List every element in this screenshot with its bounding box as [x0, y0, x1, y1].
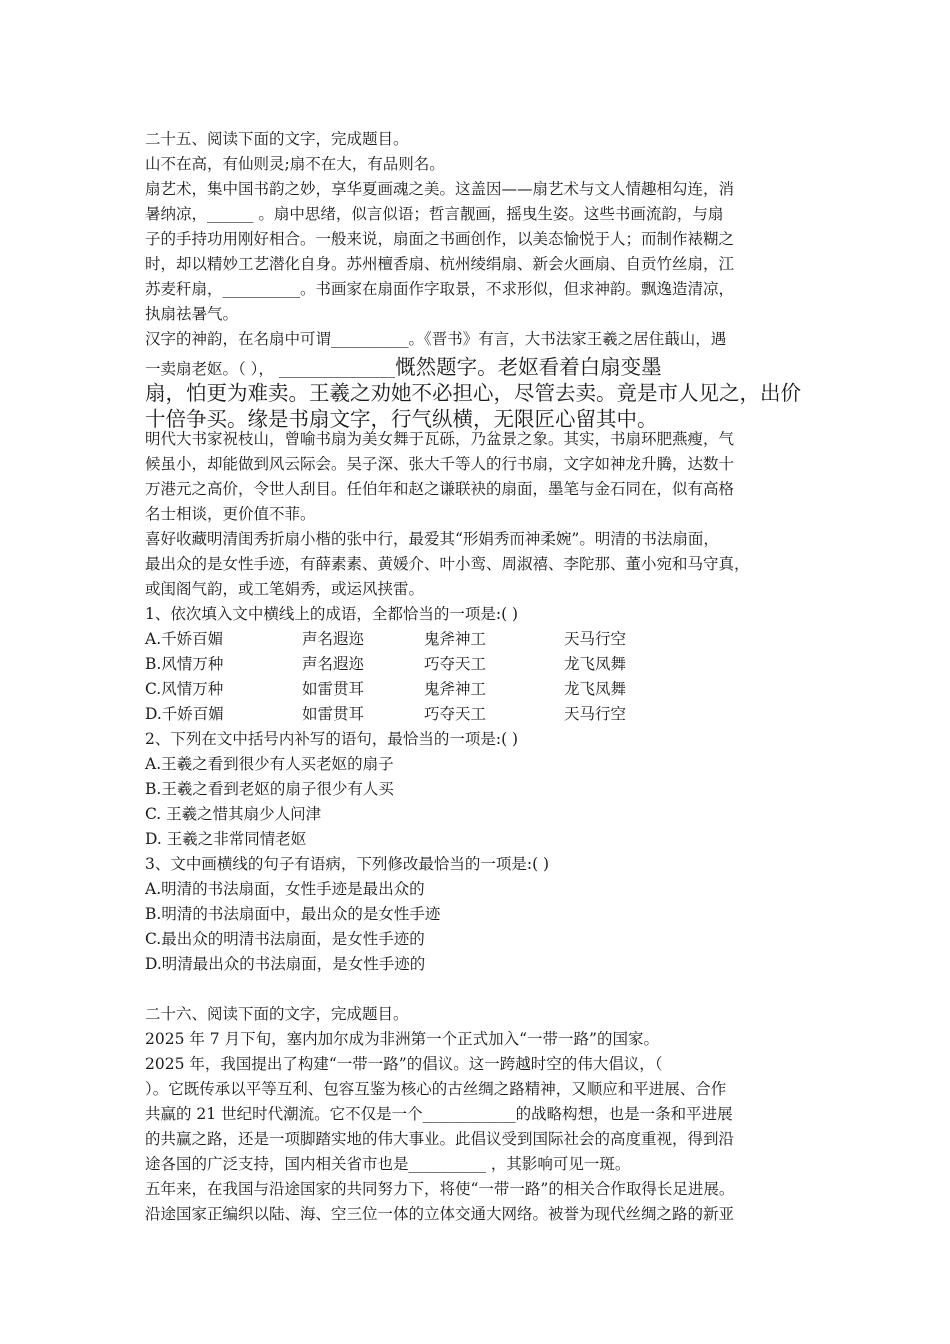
passage-large-line: 十倍争买。缘是书扇文字，行气纵横，无限匠心留其中。 [145, 407, 658, 431]
question3-option-a: A.明清的书法扇面，女性手迹是最出众的 [145, 880, 425, 898]
option-cell: A.千娇百媚 [145, 630, 224, 648]
question1-option-b [145, 654, 645, 674]
option-cell: 声名遐迩 [302, 655, 365, 673]
passage-line: 喜好收藏明清闺秀折扇小楷的张中行，最爱其“形娟秀而神柔婉”。明清的书法扇面， [145, 530, 719, 548]
question3-option-b: B.明清的书法扇面中，最出众的是女性手迹 [145, 905, 441, 923]
passage-line-start: 一卖扇老妪。（ ）， _______________ [145, 360, 396, 378]
passage-line: 的共赢之路，还是一项脚踏实地的伟大事业。此倡议受到国际社会的高度重视，得到沿 [145, 1130, 735, 1148]
passage-line: 2025 年 7 月下旬，塞内加尔成为非洲第一个正式加入“一带一路”的国家。 [145, 1030, 659, 1048]
passage-line: 共赢的 21 世纪时代潮流。它不仅是一个____________的战略构想，也是一条和平进展 [145, 1105, 733, 1123]
passage-line: 山不在高，有仙则灵;扇不在大，有品则名。 [145, 155, 445, 173]
passage-line: 执扇祛暑气。 [145, 305, 239, 323]
passage-line: 汉字的神韵，在名扇中可谓__________。《晋书》有言，大书法家王羲之居住蕺山，遇 [145, 330, 727, 348]
question3-option-d: D.明清最出众的书法扇面，是女性手迹的 [145, 955, 426, 973]
passage-line: 五年来，在我国与沿途国家的共同努力下，将使“一带一路”的相关合作取得长足进展。 [145, 1180, 735, 1198]
passage-line: 名士相谈，更价值不菲。 [145, 505, 316, 523]
question3-option-c: C.最出众的明清书法扇面，是女性手迹的 [145, 930, 425, 948]
question1-option-c [145, 679, 645, 699]
passage-line: 沿途国家正编织以陆、海、空三位一体的立体交通大网络。被誉为现代丝绸之路的新亚 [145, 1205, 735, 1223]
passage-line: 最出众的是女性手迹，有薛素素、黄媛介、叶小鸾、周淑禧、李陀那、董小宛和马守真， [145, 555, 750, 573]
question2-option-c: C. 王羲之惜其扇少人问津 [145, 805, 322, 823]
passage-line: 途各国的广泛支持，国内相关省市也是__________ ，其影响可见一斑。 [145, 1155, 631, 1173]
option-cell: B.风情万种 [145, 655, 224, 673]
question2-option-b: B.王羲之看到老妪的扇子很少有人买 [145, 780, 394, 798]
passage-line [145, 355, 662, 379]
passage-line: 或闺阁气韵，或工笔娟秀，或运风挟雷。 [145, 580, 425, 598]
question1-option-d [145, 704, 645, 724]
passage-line: ）。它既传承以平等互利、包容互鉴为核心的古丝绸之路精神，又顺应和平进展、合作 [145, 1080, 727, 1098]
section25-heading: 二十五、阅读下面的文字，完成题目。 [145, 130, 409, 148]
passage-large-line: 扇，怕更为难卖。王羲之劝她不必担心，尽管去卖。竟是市人见之，出价 [145, 381, 801, 405]
option-cell: 鬼斧神工 [424, 630, 487, 648]
question2-option-a: A.王羲之看到很少有人买老妪的扇子 [145, 755, 394, 773]
passage-line: 候虽小，却能做到风云际会。吴子深、张大千等人的行书扇，文字如神龙升腾，达数十 [145, 455, 735, 473]
option-cell: 巧夺天工 [424, 655, 487, 673]
passage-line: 苏麦秆扇，__________。书画家在扇面作字取景，不求形似，但求神韵。飘逸造清凉， [145, 280, 735, 298]
passage-line: 扇艺术，集中国书韵之妙，享华夏画魂之美。这盖因——扇艺术与文人情趣相勾连，消 [145, 180, 735, 198]
question1-option-a [145, 629, 645, 649]
option-cell: 如雷贯耳 [302, 680, 365, 698]
option-cell: 如雷贯耳 [302, 705, 365, 723]
passage-line: 暑纳凉，______ 。扇中思绪，似言似语；哲言靓画，摇曳生姿。这些书画流韵，与扇 [145, 205, 724, 223]
passage-large-text: 慨然题字。老妪看着白扇变墨 [395, 355, 662, 379]
option-cell: 鬼斧神工 [424, 680, 487, 698]
option-cell: C.风情万种 [145, 680, 224, 698]
question2-option-d: D. 王羲之非常同情老妪 [145, 830, 307, 848]
passage-line: 万港元之高价，令世人刮目。任伯年和赵之谦联袂的扇面，墨笔与金石同在，似有高格 [145, 480, 735, 498]
question3-stem: 3、文中画横线的句子有语病，下列修改最恰当的一项是:( ) [145, 855, 550, 873]
option-cell: 龙飞凤舞 [564, 655, 627, 673]
option-cell: 声名遐迩 [302, 630, 365, 648]
question2-stem: 2、下列在文中括号内补写的语句，最恰当的一项是:( ) [145, 730, 519, 748]
passage-line: 明代大书家祝枝山，曾喻书扇为美女舞于瓦砾，乃盆景之象。其实，书扇环肥燕瘦，气 [145, 430, 735, 448]
passage-line: 2025 年，我国提出了构建“一带一路”的倡议。这一跨越时空的伟大倡议，（ [145, 1055, 663, 1073]
passage-line: 子的手持功用刚好相合。一般来说，扇面之书画创作，以美态愉悦于人；而制作裱糊之 [145, 230, 735, 248]
option-cell: D.千娇百媚 [145, 705, 224, 723]
question1-stem: 1、依次填入文中横线上的成语，全都恰当的一项是:( ) [145, 605, 519, 623]
option-cell: 龙飞凤舞 [564, 680, 627, 698]
passage-line: 时，却以精妙工艺潜化自身。苏州檀香扇、杭州绫绢扇、新会火画扇、自贡竹丝扇，江 [145, 255, 735, 273]
option-cell: 巧夺天工 [424, 705, 487, 723]
option-cell: 天马行空 [564, 630, 627, 648]
option-cell: 天马行空 [564, 705, 627, 723]
section26-heading: 二十六、阅读下面的文字，完成题目。 [145, 1005, 409, 1023]
